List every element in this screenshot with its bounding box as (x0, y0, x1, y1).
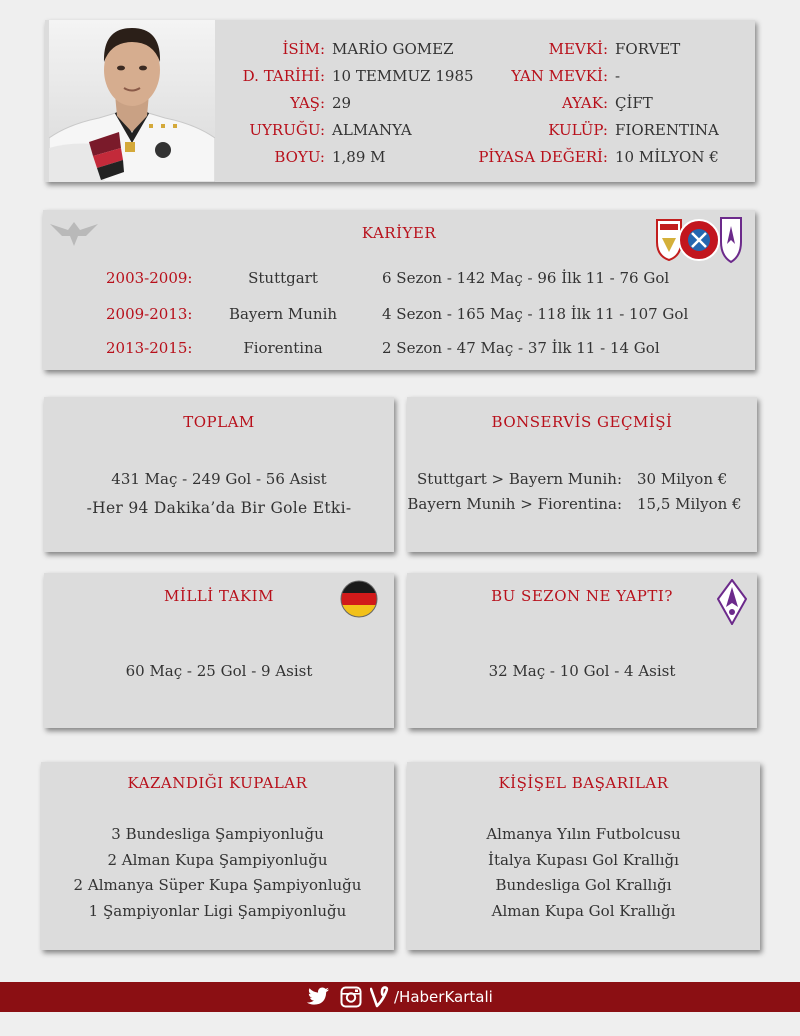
trophies-title: KAZANDIĞI KUPALAR (127, 774, 308, 792)
award-item: Almanya Yılın Futbolcusu (486, 825, 681, 843)
career-club: Bayern Munih (228, 305, 338, 323)
award-item: Bundesliga Gol Krallığı (495, 876, 672, 894)
profile-row (45, 39, 454, 59)
germany-flag-icon (339, 579, 379, 619)
career-row (43, 268, 755, 288)
career-club: Fiorentina (243, 339, 323, 357)
career-row (43, 304, 755, 324)
awards-list (407, 822, 760, 924)
profile-row (405, 93, 755, 113)
awards-title: KİŞİŞEL BAŞARILAR (498, 774, 669, 792)
profile-value: 10 MİLYON € (615, 148, 719, 166)
total-stats: 431 Maç - 249 Gol - 56 Asist (111, 470, 327, 488)
national-stats: 60 Maç - 25 Gol - 9 Asist (125, 662, 313, 680)
national-title: MİLLİ TAKIM (164, 587, 274, 605)
trophies-list (41, 822, 394, 924)
profile-row (45, 120, 412, 140)
instagram-icon[interactable] (340, 986, 362, 1008)
profile-card (45, 20, 755, 182)
profile-value: 29 (332, 94, 352, 112)
career-years: 2009-2013: (106, 305, 193, 323)
profile-row (405, 120, 755, 140)
trophy-item: 3 Bundesliga Şampiyonluğu (111, 825, 324, 843)
profile-value: ÇİFT (615, 94, 653, 112)
career-club: Stuttgart (248, 269, 318, 287)
profile-value: MARİO GOMEZ (332, 40, 454, 58)
profile-row (45, 147, 405, 167)
profile-label: YAN MEVKİ: (511, 67, 608, 85)
profile-row (405, 147, 755, 167)
career-stats: 6 Sezon - 142 Maç - 96 İlk 11 - 76 Gol (382, 269, 670, 287)
career-stats: 2 Sezon - 47 Maç - 37 İlk 11 - 14 Gol (382, 339, 660, 357)
profile-value: - (615, 67, 621, 85)
profile-label: BOYU: (274, 148, 325, 166)
trophy-item: 2 Almanya Süper Kupa Şampiyonluğu (73, 876, 362, 894)
transfer-fee: 30 Milyon € (637, 470, 728, 488)
trophy-item: 1 Şampiyonlar Ligi Şampiyonluğu (88, 901, 347, 920)
footer-bar (0, 982, 800, 1012)
club-badges (655, 214, 743, 264)
fiorentina-badge-icon (717, 579, 747, 625)
transfer-card (407, 397, 757, 552)
career-card (43, 210, 755, 370)
career-stats: 4 Sezon - 165 Maç - 118 İlk 11 - 107 Gol (382, 305, 689, 323)
profile-label: MEVKİ: (548, 40, 608, 58)
award-item: İtalya Kupası Gol Krallığı (488, 850, 679, 869)
career-years: 2003-2009: (106, 269, 193, 287)
profile-value: FIORENTINA (615, 121, 719, 139)
career-title: KARİYER (361, 224, 437, 242)
awards-card (407, 762, 760, 950)
profile-label: KULÜP: (548, 121, 608, 139)
profile-label: PİYASA DEĞERİ: (478, 148, 608, 166)
career-years: 2013-2015: (106, 339, 193, 357)
trophy-item: 2 Alman Kupa Şampiyonluğu (107, 850, 328, 869)
profile-label: UYRUĞU: (249, 121, 325, 139)
trophies-card (41, 762, 394, 950)
season-card (407, 573, 757, 728)
national-team-card (44, 573, 394, 728)
transfer-route: Bayern Munih > Fiorentina: (407, 495, 622, 513)
total-tagline: -Her 94 Dakika’da Bir Gole Etki- (86, 499, 352, 517)
transfer-fee: 15,5 Milyon € (637, 495, 742, 513)
transfer-title: BONSERVİS GEÇMİŞİ (491, 413, 673, 431)
vine-icon[interactable] (370, 986, 390, 1008)
profile-value: 1,89 M (332, 148, 386, 166)
total-title: TOPLAM (183, 413, 255, 431)
profile-value: 10 TEMMUZ 1985 (332, 67, 474, 85)
profile-value: FORVET (615, 40, 681, 58)
total-card (44, 397, 394, 552)
profile-label: İSİM: (282, 40, 325, 58)
profile-row (45, 93, 405, 113)
transfer-row (407, 469, 757, 489)
profile-label: D. TARİHİ: (242, 67, 325, 85)
profile-row (405, 39, 755, 59)
season-title: BU SEZON NE YAPTI? (491, 587, 673, 605)
profile-row (45, 66, 474, 86)
profile-label: YAŞ: (290, 94, 325, 112)
social-handle[interactable]: /HaberKartali (394, 988, 493, 1006)
transfer-route: Stuttgart > Bayern Munih: (417, 470, 622, 488)
profile-label: AYAK: (561, 94, 608, 112)
career-row (43, 338, 755, 358)
profile-row (405, 66, 755, 86)
twitter-icon[interactable] (306, 987, 330, 1007)
transfer-row (407, 494, 757, 514)
season-stats: 32 Maç - 10 Gol - 4 Asist (488, 662, 676, 680)
profile-value: ALMANYA (332, 121, 412, 139)
award-item: Alman Kupa Gol Krallığı (491, 901, 676, 920)
